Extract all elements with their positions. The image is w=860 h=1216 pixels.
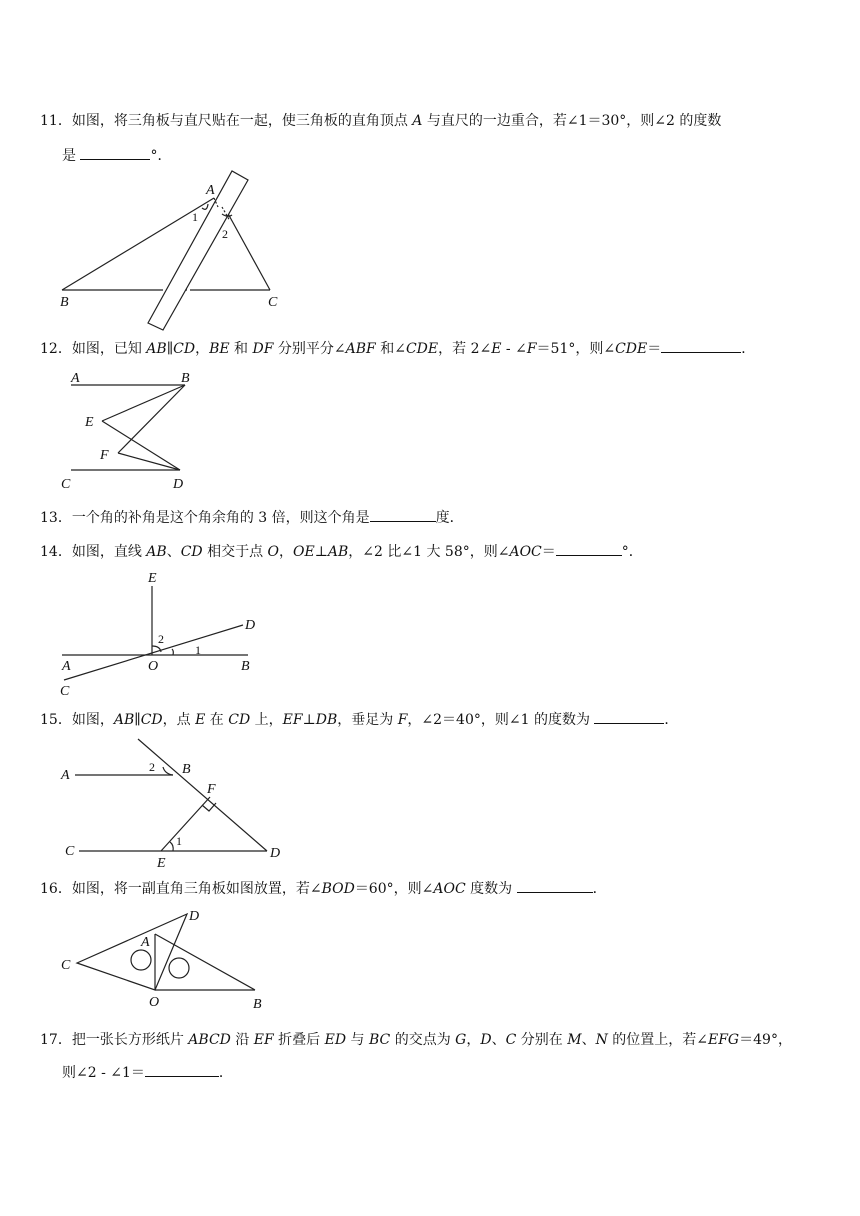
label-F: F	[100, 448, 109, 463]
label-angle-1: 1	[176, 834, 182, 848]
question-17-line-2: 则∠2 - ∠1＝ ．	[62, 1062, 233, 1083]
label-D: D	[245, 618, 256, 633]
label-A: A	[141, 935, 150, 950]
label-D: D	[189, 909, 200, 924]
label-A: A	[62, 659, 71, 674]
answer-blank-12[interactable]	[661, 338, 741, 353]
label-angle-1: 1	[195, 643, 201, 657]
figure-16-set-squares	[55, 906, 285, 1012]
label-angle-2: 2	[222, 227, 228, 241]
label-D: D	[173, 477, 184, 492]
label-E: E	[85, 415, 94, 430]
answer-blank-14[interactable]	[556, 541, 622, 556]
label-F: F	[207, 782, 216, 797]
label-A: A	[71, 371, 80, 386]
label-angle-1: 1	[192, 210, 198, 224]
label-angle-2: 2	[158, 632, 164, 646]
label-A: A	[206, 183, 215, 198]
figure-11-triangle-ruler	[50, 168, 300, 330]
question-11-line-1: 11．如图，将三角板与直尺贴在一起，使三角板的直角顶点 A 与直尺的一边重合，若∠1＝30°，则∠2 的度数	[40, 113, 722, 129]
figure-14-intersecting-lines	[55, 566, 275, 702]
label-C: C	[60, 684, 70, 699]
label-B: B	[181, 371, 190, 386]
figure-15-perpendicular	[55, 735, 295, 869]
label-E: E	[157, 856, 166, 871]
answer-blank-16[interactable]	[517, 878, 593, 893]
figure-12-parallel-lines	[55, 368, 215, 494]
label-B: B	[241, 659, 250, 674]
label-C: C	[61, 958, 71, 973]
answer-blank-11[interactable]	[80, 145, 150, 160]
label-D: D	[270, 846, 281, 861]
label-C: C	[268, 295, 278, 310]
label-B: B	[60, 295, 69, 310]
answer-blank-13[interactable]	[370, 507, 436, 522]
question-15-line-1: 15．如图，AB∥CD，点 E 在 CD 上，EF⊥DB，垂足为 F，∠2＝40°，则∠1 的度数为 ．	[40, 709, 678, 730]
question-17-line-1: 17．把一张长方形纸片 ABCD 沿 EF 折叠后 ED 与 BC 的交点为 G，D、C 分别在 M、N 的位置上，若∠EFG＝49°，	[40, 1032, 792, 1048]
label-C: C	[65, 844, 75, 859]
label-B: B	[253, 997, 262, 1012]
label-E: E	[148, 571, 157, 586]
question-14-line-1: 14．如图，直线 AB、CD 相交于点 O，OE⊥AB，∠2 比∠1 大 58°，则∠AOC＝ °．	[40, 541, 643, 562]
label-A: A	[61, 768, 70, 783]
question-16-line-1: 16．如图，将一副直角三角板如图放置，若∠BOD＝60°，则∠AOC 度数为 ．	[40, 878, 607, 899]
question-13-line-1: 13．一个角的补角是这个角余角的 3 倍，则这个角是 度．	[40, 507, 464, 528]
question-11-line-2: 是 °．	[62, 145, 171, 166]
label-B: B	[182, 762, 191, 777]
question-12-line-1: 12．如图，已知 AB∥CD，BE 和 DF 分别平分∠ABF 和∠CDE，若 2∠E - ∠F＝51°，则∠CDE＝ ．	[40, 338, 755, 359]
label-angle-2: 2	[149, 760, 155, 774]
label-O: O	[149, 995, 160, 1010]
answer-blank-17[interactable]	[145, 1062, 219, 1077]
label-C: C	[61, 477, 71, 492]
label-O: O	[148, 659, 159, 674]
answer-blank-15[interactable]	[594, 709, 664, 724]
